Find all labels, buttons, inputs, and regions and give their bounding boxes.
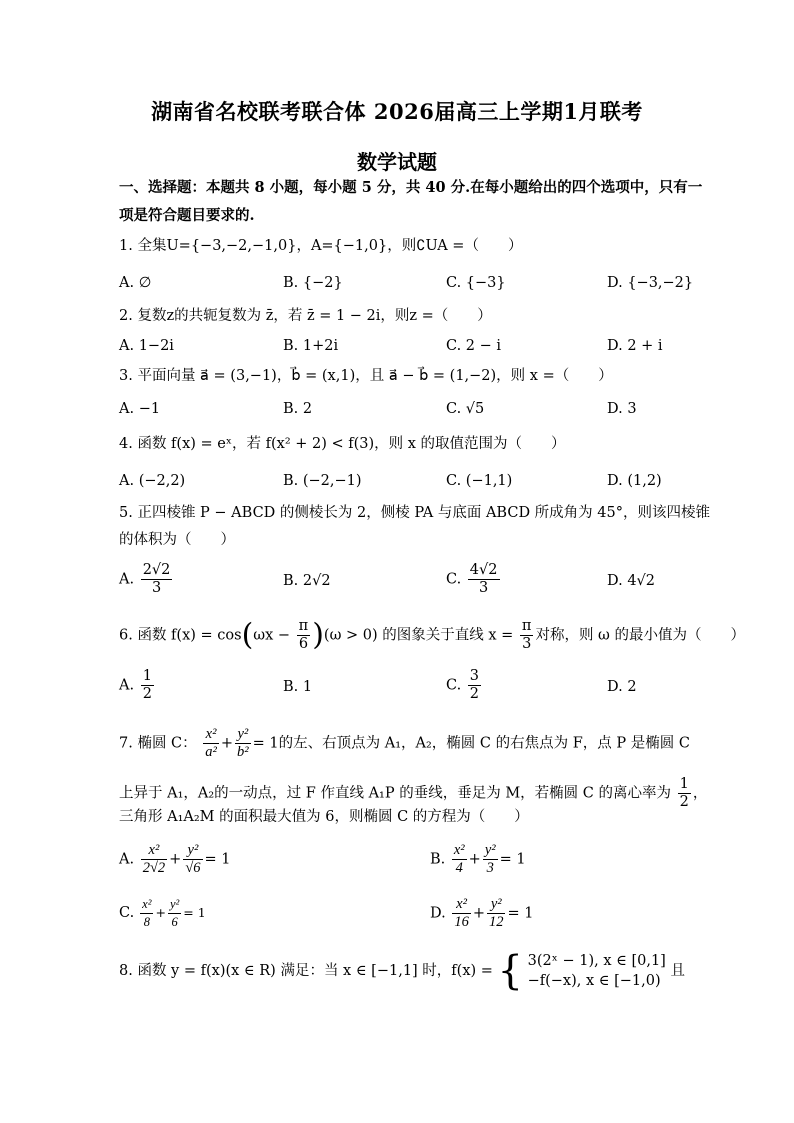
q6-stem-arg: ωx − <box>253 627 291 644</box>
denominator: 12 <box>488 914 504 930</box>
equals-one: = 1 <box>507 905 534 922</box>
numerator: 1 <box>679 776 689 792</box>
numerator: y² <box>183 842 202 860</box>
q5-option-a-fraction <box>141 562 173 597</box>
case-2: −f(−x), x ∈ [−1,0) <box>527 973 661 989</box>
q2-option-b: B. 1+2i <box>283 338 339 354</box>
case-1: 3(2ˣ − 1), x ∈ [0,1] <box>527 953 666 969</box>
plus-sign: + <box>220 735 234 752</box>
q7-x2-over-a2 <box>203 726 219 761</box>
equals-one: = 1 <box>183 905 206 920</box>
q4-option-b: B. (−2,−1) <box>283 473 362 489</box>
q4-stem: 4. 函数 f(x) = eˣ，若 f(x² + 2) < f(3)，则 x 的取值范围为（ ） <box>119 436 566 452</box>
q8-stem-pre: 8. 函数 y = f(x)(x ∈ R) 满足：当 x ∈ [−1,1] 时，f(x) = <box>119 963 493 979</box>
equals-one: = 1 <box>204 851 231 868</box>
q7-option-c <box>119 896 206 931</box>
q5-option-c <box>446 562 502 597</box>
plus-sign: + <box>155 905 166 920</box>
q7-option-a <box>119 842 231 877</box>
q6-stem <box>119 618 745 653</box>
q3-stem: 3. 平面向量 a⃗ = (3,−1)，b⃗ = (x,1)，且 a⃗ − b⃗ = (1,−2)，则 x =（ ） <box>119 368 613 384</box>
q6-option-b: B. 1 <box>283 679 313 695</box>
numerator: x² <box>453 842 465 858</box>
q6-stem-mid: (ω > 0) 的图象关于直线 x = <box>323 627 514 644</box>
numerator: y² <box>484 842 496 858</box>
q2-option-a: A. 1−2i <box>119 338 174 354</box>
q4-option-a: A. (−2,2) <box>119 473 186 489</box>
y2-fraction <box>487 896 506 931</box>
q8-stem <box>119 948 685 994</box>
q6-pi-over-six <box>297 618 311 653</box>
denominator: 2 <box>679 794 689 810</box>
denominator: √6 <box>185 860 201 876</box>
option-label: A. <box>119 851 135 868</box>
q7-stem-line3: 三角形 A₁A₂M 的面积最大值为 6，则椭圆 C 的方程为（ ） <box>119 809 529 825</box>
q7-stem2-post: ， <box>692 785 708 802</box>
denominator: 16 <box>454 914 469 930</box>
plus-sign: + <box>169 851 182 868</box>
numerator: π <box>521 618 532 634</box>
denominator: 8 <box>143 915 150 929</box>
numerator: y² <box>235 726 251 744</box>
q3-option-c: C. √5 <box>446 401 485 417</box>
q2-option-c: C. 2 − i <box>446 338 502 354</box>
left-brace: { <box>497 948 523 994</box>
q7-y2-over-b2 <box>235 726 251 761</box>
y2-fraction <box>483 842 498 877</box>
section-heading-line1: 一、选择题：本题共 8 小题，每小题 5 分，共 40 分.在每小题给出的四个选项中，只有一 <box>119 179 703 196</box>
q6-option-a <box>119 668 156 703</box>
numerator: 3 <box>469 668 480 684</box>
denominator: a² <box>205 744 217 760</box>
q5-option-d: D. 4√2 <box>607 573 656 589</box>
q7-stem-line1 <box>119 726 690 761</box>
x2-fraction <box>452 896 471 931</box>
y2-fraction <box>183 842 202 877</box>
q7-option-b <box>430 842 526 877</box>
q6-stem-post: 对称，则 ω 的最小值为（ ） <box>535 627 745 644</box>
q5-option-c-label: C. <box>446 571 462 588</box>
x2-fraction <box>140 896 153 931</box>
q7-stem2-pre: 上异于 A₁，A₂的一动点，过 F 作直线 A₁P 的垂线，垂足为 M，若椭圆 C 的离心率为 <box>119 785 671 802</box>
q6-option-a-label: A. <box>119 677 135 694</box>
denominator: b² <box>237 744 249 760</box>
denominator: 3 <box>479 580 489 596</box>
q5-option-a-label: A. <box>119 571 135 588</box>
q5-option-c-fraction <box>468 562 500 597</box>
denominator: 2 <box>142 686 152 702</box>
numerator: x² <box>140 896 153 914</box>
q4-option-c: C. (−1,1) <box>446 473 513 489</box>
denominator: 4 <box>455 860 463 876</box>
q3-option-d: D. 3 <box>607 401 637 417</box>
paren-open: ( <box>241 617 254 653</box>
q6-option-d: D. 2 <box>607 679 637 695</box>
q3-option-b: B. 2 <box>283 401 313 417</box>
section-heading-line2: 项是符合题目要求的. <box>119 207 255 224</box>
q4-option-d: D. (1,2) <box>607 473 662 489</box>
q1-stem: 1. 全集U={−3,−2,−1,0}，A={−1,0}，则∁UA =（ ） <box>119 238 523 254</box>
denominator: 6 <box>298 636 309 652</box>
q3-option-a: A. −1 <box>119 401 161 417</box>
q1-option-c: C. {−3} <box>446 275 506 291</box>
paren-close: ) <box>312 617 324 653</box>
q6-stem-pre: 6. 函数 f(x) = cos <box>119 627 242 644</box>
q7-eccentricity-fraction <box>678 776 691 811</box>
q6-option-c-label: C. <box>446 677 462 694</box>
q5-option-b: B. 2√2 <box>283 573 331 589</box>
numerator: 2√2 <box>142 562 171 578</box>
numerator: 1 <box>142 668 152 684</box>
q2-stem: 2. 复数z的共轭复数为 z̄，若 z̄ = 1 − 2i，则z =（ ） <box>119 308 492 324</box>
q5-option-a <box>119 562 174 597</box>
q7-stem-line2 <box>119 776 707 811</box>
numerator: x² <box>452 896 471 914</box>
numerator: π <box>298 618 309 634</box>
plus-sign: + <box>472 905 485 922</box>
x2-fraction <box>452 842 467 877</box>
plus-sign: + <box>468 851 481 868</box>
numerator: y² <box>168 896 181 914</box>
denominator: 2√2 <box>142 860 166 876</box>
q8-piecewise-cases <box>528 951 666 991</box>
q5-stem-line2: 的体积为（ ） <box>119 532 235 548</box>
denominator: 3 <box>151 580 162 596</box>
exam-title: 湖南省名校联考联合体 2026届高三上学期1月联考 <box>151 99 643 124</box>
q1-option-a: A. ∅ <box>119 275 152 291</box>
exam-subtitle: 数学试题 <box>357 150 437 174</box>
q8-stem-post: 且 <box>670 963 685 979</box>
denominator: 2 <box>469 686 480 702</box>
q5-stem-line1: 5. 正四棱锥 P − ABCD 的侧棱长为 2，侧棱 PA 与底面 ABCD 所成角为 45°，则该四棱锥 <box>119 505 710 521</box>
q1-option-b: B. {−2} <box>283 275 343 291</box>
q1-option-d: D. {−3,−2} <box>607 275 694 291</box>
option-label: B. <box>430 851 446 868</box>
numerator: 4√2 <box>469 562 498 578</box>
q2-option-d: D. 2 + i <box>607 338 663 354</box>
option-label: D. <box>430 905 446 922</box>
denominator: 3 <box>486 860 494 876</box>
q6-pi-over-three <box>520 618 534 653</box>
equals-one: = 1 <box>499 851 526 868</box>
numerator: x² <box>203 726 219 744</box>
denominator: 6 <box>171 915 178 929</box>
q7-option-d <box>430 896 533 931</box>
q6-option-c <box>446 668 483 703</box>
q6-option-a-fraction <box>141 668 154 703</box>
option-label: C. <box>119 905 135 921</box>
numerator: x² <box>141 842 167 860</box>
numerator: y² <box>487 896 506 914</box>
q7-stem1-post: = 1的左、右顶点为 A₁，A₂，椭圆 C 的右焦点为 F，点 P 是椭圆 C <box>252 735 690 752</box>
x2-fraction <box>141 842 167 877</box>
denominator: 3 <box>522 636 532 652</box>
q6-option-c-fraction <box>468 668 481 703</box>
q7-stem1-pre: 7. 椭圆 C： <box>119 735 197 752</box>
y2-fraction <box>168 896 181 931</box>
